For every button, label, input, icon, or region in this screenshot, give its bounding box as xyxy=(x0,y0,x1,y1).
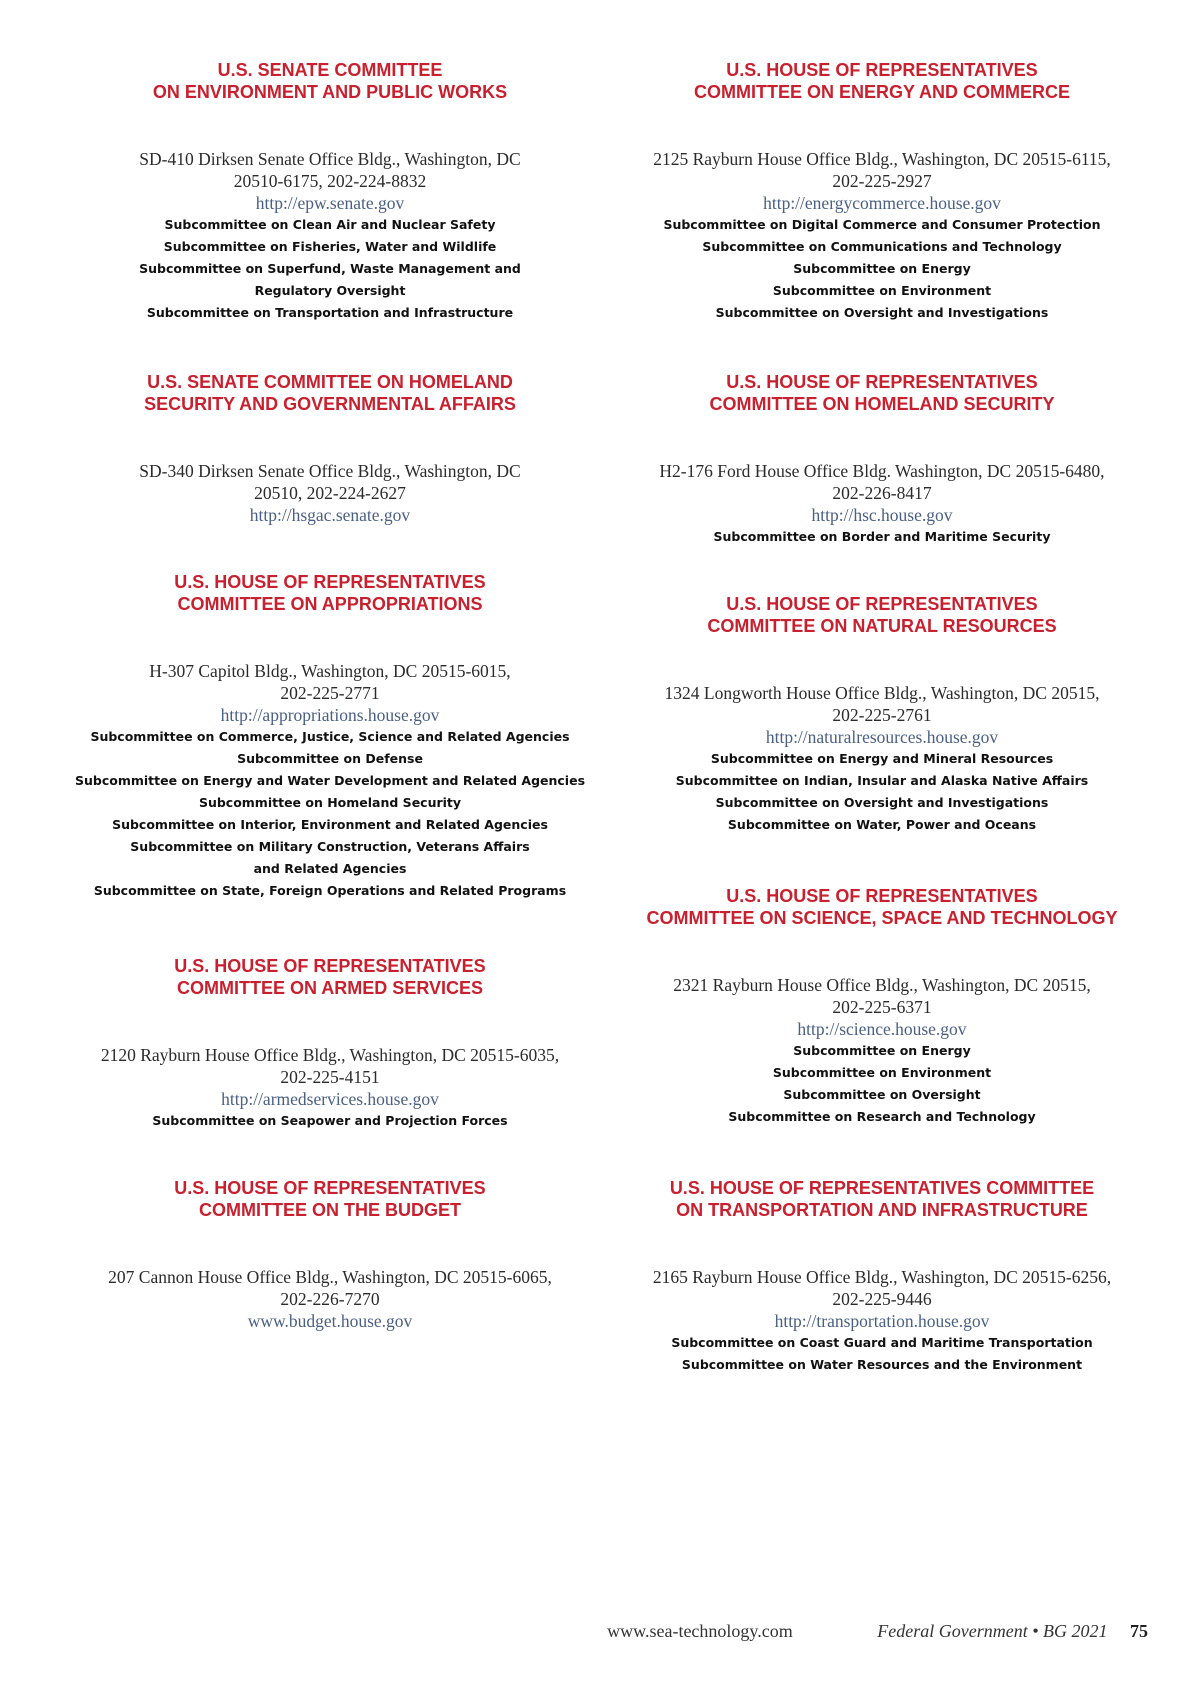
committee-url-link[interactable]: http://science.house.gov xyxy=(797,1019,967,1039)
committee-block xyxy=(612,885,1152,1128)
address-line: 202-226-8417 xyxy=(832,483,932,503)
subcommittee-list xyxy=(612,526,1152,548)
address-line: 2125 Rayburn House Office Bldg., Washington, DC 20515-6115, xyxy=(653,149,1111,169)
subcommittee-item: and Related Agencies xyxy=(253,861,407,876)
committee-address xyxy=(612,974,1152,1018)
committee-url-link[interactable]: http://transportation.house.gov xyxy=(774,1311,990,1331)
committee-url-link[interactable]: http://armedservices.house.gov xyxy=(221,1089,439,1109)
subcommittee-item: Subcommittee on Superfund, Waste Management and xyxy=(139,261,521,276)
committee-heading-line: U.S. SENATE COMMITTEE ON HOMELAND xyxy=(147,372,513,392)
committee-heading-line: SECURITY AND GOVERNMENTAL AFFAIRS xyxy=(144,394,516,414)
subcommittee-item: Subcommittee on Digital Commerce and Consumer Protection xyxy=(663,217,1101,232)
subcommittee-list xyxy=(612,748,1152,836)
address-line: 2165 Rayburn House Office Bldg., Washington, DC 20515-6256, xyxy=(652,1267,1112,1287)
committee-block xyxy=(60,571,600,902)
subcommittee-list xyxy=(60,214,600,324)
committee-block xyxy=(60,1177,600,1332)
subcommittee-item: Subcommittee on Energy xyxy=(793,1043,971,1058)
committee-heading xyxy=(60,1177,600,1221)
committee-heading xyxy=(612,371,1152,415)
address-line: SD-410 Dirksen Senate Office Bldg., Washington, DC xyxy=(139,149,521,169)
subcommittee-list xyxy=(612,214,1152,324)
committee-heading-line: U.S. SENATE COMMITTEE xyxy=(217,60,443,80)
committee-heading xyxy=(612,59,1152,103)
committee-address xyxy=(612,460,1152,504)
footer-site[interactable]: www.sea-technology.com xyxy=(607,1621,793,1641)
address-line: 202-225-2927 xyxy=(832,171,932,191)
committee-heading-line: U.S. HOUSE OF REPRESENTATIVES xyxy=(174,956,486,976)
subcommittee-list xyxy=(612,1040,1152,1128)
subcommittee-item: Subcommittee on Interior, Environment and Related Agencies xyxy=(112,817,548,832)
committee-heading-line: U.S. HOUSE OF REPRESENTATIVES xyxy=(174,572,486,592)
committee-block xyxy=(612,593,1152,836)
subcommittee-item: Subcommittee on Oversight and Investigations xyxy=(715,305,1049,320)
address-line: 202-225-6371 xyxy=(832,997,932,1017)
footer-publication: Federal Government • BG 2021 xyxy=(877,1621,1108,1641)
committee-url-link[interactable]: http://epw.senate.gov xyxy=(255,193,405,213)
committee-heading xyxy=(60,59,600,103)
committee-heading xyxy=(60,371,600,415)
committee-block xyxy=(612,1177,1152,1376)
committee-address xyxy=(60,1266,600,1310)
address-line: 20510-6175, 202-224-8832 xyxy=(233,171,427,191)
committee-url-link[interactable]: http://hsc.house.gov xyxy=(811,505,953,525)
committee-heading-line: COMMITTEE ON HOMELAND SECURITY xyxy=(709,394,1055,414)
committee-address xyxy=(60,660,600,704)
address-line: 202-225-4151 xyxy=(280,1067,380,1087)
address-line: SD-340 Dirksen Senate Office Bldg., Washington, DC xyxy=(139,461,521,481)
committee-url-link[interactable]: http://hsgac.senate.gov xyxy=(249,505,411,525)
subcommittee-item: Subcommittee on Border and Maritime Security xyxy=(713,529,1051,544)
address-line: 2321 Rayburn House Office Bldg., Washington, DC 20515, xyxy=(673,975,1091,995)
committee-heading-line: ON TRANSPORTATION AND INFRASTRUCTURE xyxy=(676,1200,1088,1220)
committee-heading-line: COMMITTEE ON SCIENCE, SPACE AND TECHNOLOGY xyxy=(646,908,1118,928)
committee-heading-line: COMMITTEE ON NATURAL RESOURCES xyxy=(707,616,1057,636)
subcommittee-item: Subcommittee on Homeland Security xyxy=(198,795,462,810)
committee-url-link[interactable]: www.budget.house.gov xyxy=(247,1311,413,1331)
committee-address xyxy=(612,682,1152,726)
subcommittee-item: Subcommittee on Seapower and Projection Forces xyxy=(152,1113,508,1128)
subcommittee-item: Subcommittee on Water, Power and Oceans xyxy=(727,817,1037,832)
committee-address xyxy=(60,148,600,192)
committee-heading xyxy=(612,1177,1152,1221)
subcommittee-item: Subcommittee on State, Foreign Operations and Related Programs xyxy=(93,883,567,898)
subcommittee-item: Subcommittee on Indian, Insular and Alaska Native Affairs xyxy=(675,773,1089,788)
address-line: 20510, 202-224-2627 xyxy=(254,483,406,503)
committee-url-link[interactable]: http://energycommerce.house.gov xyxy=(763,193,1001,213)
committee-address xyxy=(612,148,1152,192)
address-line: 202-226-7270 xyxy=(280,1289,380,1309)
subcommittee-item: Subcommittee on Water Resources and the Environment xyxy=(681,1357,1083,1372)
subcommittee-item: Subcommittee on Communications and Technology xyxy=(702,239,1062,254)
address-line: H2-176 Ford House Office Bldg. Washington, DC 20515-6480, xyxy=(659,461,1105,481)
committee-block xyxy=(612,59,1152,324)
page-footer xyxy=(607,1621,1148,1642)
subcommittee-item: Subcommittee on Fisheries, Water and Wildlife xyxy=(163,239,497,254)
subcommittee-item: Subcommittee on Military Construction, Veterans Affairs xyxy=(130,839,530,854)
subcommittee-item: Subcommittee on Oversight and Investigations xyxy=(715,795,1049,810)
committee-address xyxy=(60,460,600,504)
committee-heading-line: U.S. HOUSE OF REPRESENTATIVES xyxy=(726,372,1038,392)
address-line: 207 Cannon House Office Bldg., Washington, DC 20515-6065, xyxy=(108,1267,552,1287)
subcommittee-item: Subcommittee on Energy and Mineral Resources xyxy=(710,751,1054,766)
committee-heading-line: U.S. HOUSE OF REPRESENTATIVES xyxy=(174,1178,486,1198)
committee-heading-line: U.S. HOUSE OF REPRESENTATIVES COMMITTEE xyxy=(669,1178,1095,1198)
address-line: 202-225-9446 xyxy=(832,1289,932,1309)
committee-heading-line: U.S. HOUSE OF REPRESENTATIVES xyxy=(726,60,1038,80)
committee-block xyxy=(60,955,600,1132)
subcommittee-list xyxy=(60,1110,600,1132)
committee-block xyxy=(60,371,600,526)
subcommittee-item: Subcommittee on Defense xyxy=(237,751,423,766)
committee-block xyxy=(612,371,1152,548)
committee-heading-line: COMMITTEE ON ARMED SERVICES xyxy=(176,978,484,998)
address-line: 202-225-2761 xyxy=(832,705,932,725)
committee-url-link[interactable]: http://naturalresources.house.gov xyxy=(765,727,999,747)
committee-heading-line: U.S. HOUSE OF REPRESENTATIVES xyxy=(726,886,1038,906)
committee-address xyxy=(612,1266,1152,1310)
committee-heading xyxy=(612,885,1152,929)
subcommittee-item: Subcommittee on Clean Air and Nuclear Safety xyxy=(164,217,496,232)
subcommittee-item: Subcommittee on Transportation and Infrastructure xyxy=(146,305,514,320)
committee-address xyxy=(60,1044,600,1088)
subcommittee-item: Regulatory Oversight xyxy=(254,283,406,298)
subcommittee-item: Subcommittee on Energy and Water Development and Related Agencies xyxy=(74,773,586,788)
committee-heading-line: COMMITTEE ON ENERGY AND COMMERCE xyxy=(693,82,1070,102)
committee-heading-line: COMMITTEE ON APPROPRIATIONS xyxy=(177,594,483,614)
committee-heading-line: U.S. HOUSE OF REPRESENTATIVES xyxy=(726,594,1038,614)
committee-block xyxy=(60,59,600,324)
subcommittee-item: Subcommittee on Environment xyxy=(772,1065,992,1080)
subcommittee-item: Subcommittee on Energy xyxy=(793,261,971,276)
subcommittee-item: Subcommittee on Environment xyxy=(772,283,992,298)
address-line: 1324 Longworth House Office Bldg., Washington, DC 20515, xyxy=(664,683,1100,703)
committee-heading-line: ON ENVIRONMENT AND PUBLIC WORKS xyxy=(152,82,508,102)
committee-heading xyxy=(60,571,600,615)
page-number: 75 xyxy=(1130,1621,1148,1641)
subcommittee-item: Subcommittee on Coast Guard and Maritime Transportation xyxy=(671,1335,1093,1350)
subcommittee-item: Subcommittee on Research and Technology xyxy=(728,1109,1036,1124)
address-line: 202-225-2771 xyxy=(280,683,380,703)
committee-url-link[interactable]: http://appropriations.house.gov xyxy=(220,705,440,725)
committee-heading xyxy=(60,955,600,999)
subcommittee-list xyxy=(612,1332,1152,1376)
subcommittee-list xyxy=(60,726,600,902)
subcommittee-item: Subcommittee on Oversight xyxy=(783,1087,981,1102)
address-line: H-307 Capitol Bldg., Washington, DC 20515-6015, xyxy=(149,661,511,681)
committee-heading-line: COMMITTEE ON THE BUDGET xyxy=(199,1200,461,1220)
committee-heading xyxy=(612,593,1152,637)
address-line: 2120 Rayburn House Office Bldg., Washington, DC 20515-6035, xyxy=(100,1045,560,1065)
subcommittee-item: Subcommittee on Commerce, Justice, Science and Related Agencies xyxy=(90,729,570,744)
